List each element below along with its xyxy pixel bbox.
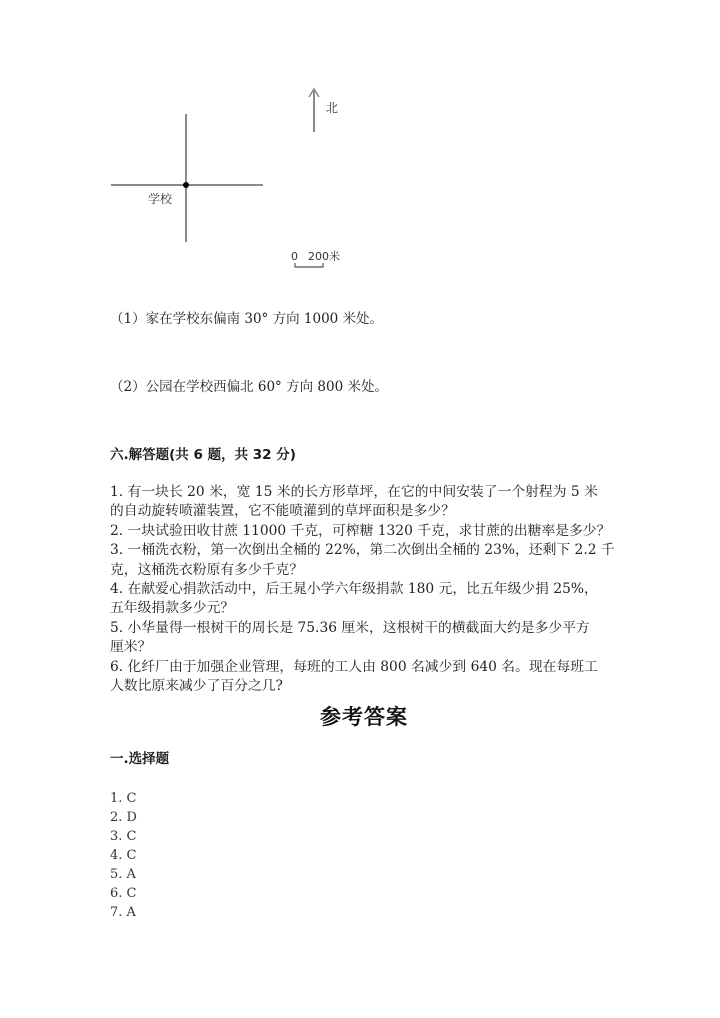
section-six-heading: 六.解答题(共 6 题，共 32 分) xyxy=(110,447,296,463)
answer-item: 1. C xyxy=(110,791,137,806)
answer-list xyxy=(110,789,137,922)
prompt-park-location: （2）公园在学校西偏北 60° 方向 800 米处。 xyxy=(110,379,388,395)
north-label: 北 xyxy=(326,101,339,115)
answer-item: 7. A xyxy=(110,905,136,920)
problem-line: 克，这桶洗衣粉原有多少千克？ xyxy=(110,561,304,578)
answer-item: 6. C xyxy=(110,886,137,901)
problem-line: 2. 一块试验田收甘蔗 11000 千克，可榨糖 1320 千克，求甘蔗的出糖率是多少？ xyxy=(110,522,611,539)
problem-list xyxy=(110,483,620,696)
problem-line: 五年级捐款多少元？ xyxy=(110,600,235,617)
problem-line: 5. 小华量得一根树干的周长是 75.36 厘米，这根树干的横截面大约是多少平方 xyxy=(110,619,590,636)
north-arrow-icon xyxy=(309,89,319,132)
answer-section-one-heading: 一.选择题 xyxy=(110,751,170,767)
answer-item: 2. D xyxy=(110,810,137,825)
problem-line: 的自动旋转喷灌装置，它不能喷灌到的草坪面积是多少？ xyxy=(110,503,455,520)
problem-line: 1. 有一块长 20 米，宽 15 米的长方形草坪，在它的中间安装了一个射程为 5 米 xyxy=(110,484,598,500)
answer-item: 5. A xyxy=(110,867,136,882)
school-point xyxy=(183,182,189,188)
prompt-home-location: （1）家在学校东偏南 30° 方向 1000 米处。 xyxy=(110,311,384,327)
problem-line: 4. 在献爱心捐款活动中，后王晁小学六年级捐款 180 元，比五年级少捐 25%， xyxy=(110,580,598,597)
problem-line: 6. 化纤厂由于加强企业管理，每班的工人由 800 名减少到 640 名。现在每班工 xyxy=(110,658,598,675)
scale-distance-label: 200米 xyxy=(308,250,340,263)
answer-item: 4. C xyxy=(110,848,137,863)
problem-line: 厘米？ xyxy=(110,639,152,656)
direction-map-diagram xyxy=(100,80,360,280)
scale-bar xyxy=(295,263,323,268)
answer-item: 3. C xyxy=(110,829,137,844)
scale-zero-label: 0 xyxy=(291,250,298,263)
problem-line: 人数比原来减少了百分之几? xyxy=(110,677,283,694)
school-label: 学校 xyxy=(148,192,173,206)
answer-key-title: 参考答案 xyxy=(320,705,408,729)
problem-line: 3. 一桶洗衣粉，第一次倒出全桶的 22%，第二次倒出全桶的 23%，还剩下 2.2 千 xyxy=(110,542,615,559)
